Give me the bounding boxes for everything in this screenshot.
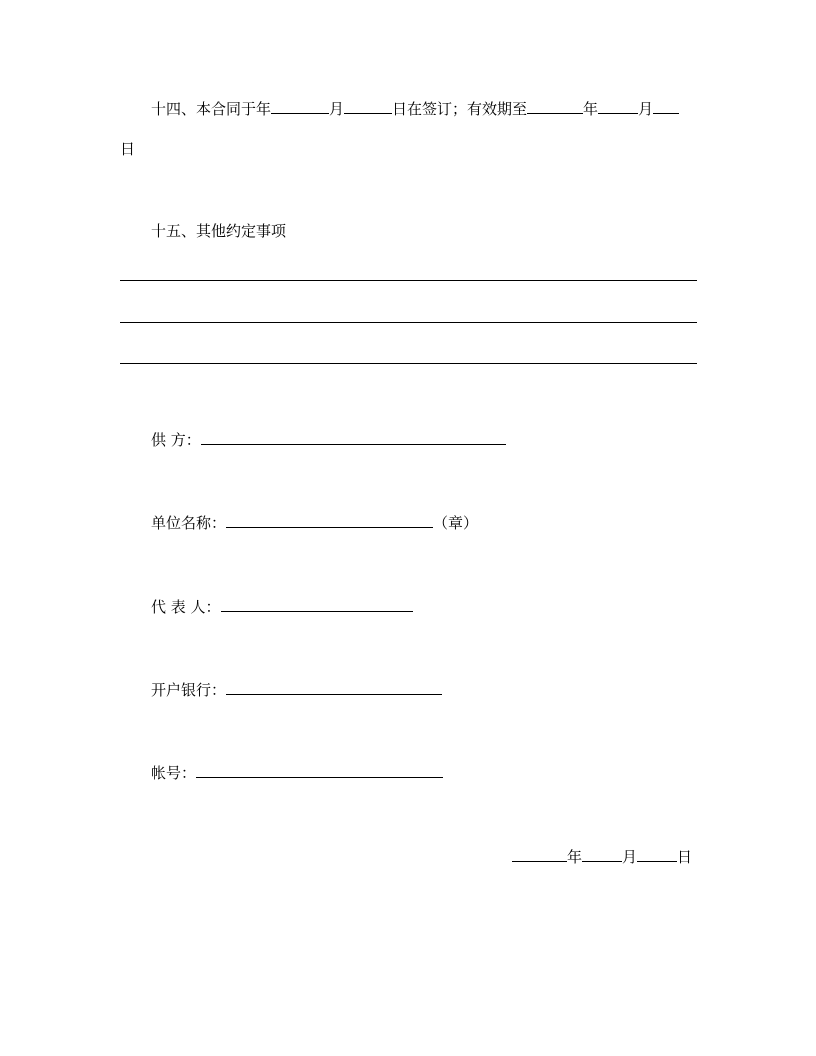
bank-row (151, 678, 442, 700)
date-month-label: 月 (622, 848, 638, 866)
supplier-label: 供 方： (151, 431, 201, 449)
date-month-field[interactable] (582, 845, 622, 862)
other-terms-line-2[interactable] (120, 322, 697, 323)
clause-14-text: 十四、本合同于年 (151, 100, 272, 118)
date-row (512, 845, 692, 867)
clause-14-continuation: 日 (120, 140, 136, 158)
unit-name-label: 单位名称： (151, 514, 227, 532)
clause-14-validity-text: 日在签订；有效期至 (392, 100, 528, 118)
date-year-label: 年 (567, 848, 583, 866)
representative-field[interactable] (221, 595, 413, 612)
supplier-field[interactable] (201, 428, 506, 445)
other-terms-line-3[interactable] (120, 363, 697, 364)
clause-14-month-label: 月 (329, 100, 345, 118)
blank-start-month[interactable] (271, 97, 329, 114)
blank-start-day[interactable] (344, 97, 392, 114)
blank-end-day[interactable] (653, 97, 679, 114)
bank-label: 开户银行： (151, 681, 227, 699)
date-day-field[interactable] (637, 845, 677, 862)
bank-field[interactable] (226, 678, 442, 695)
blank-end-month[interactable] (598, 97, 638, 114)
account-field[interactable] (196, 761, 443, 778)
blank-end-year[interactable] (527, 97, 583, 114)
representative-row (151, 595, 413, 617)
supplier-row (151, 428, 506, 450)
date-day-label: 日 (677, 848, 693, 866)
other-terms-line-1[interactable] (120, 280, 697, 281)
date-year-field[interactable] (512, 845, 567, 862)
representative-label: 代 表 人： (151, 598, 221, 616)
account-label: 帐号： (151, 764, 197, 782)
clause-14-year-label: 年 (583, 100, 599, 118)
unit-name-row (151, 511, 478, 533)
account-row (151, 761, 443, 783)
clause-14-month2-label: 月 (638, 100, 654, 118)
clause-14-line (151, 97, 679, 119)
clause-15-title: 十五、其他约定事项 (151, 222, 287, 240)
seal-label: （章） (433, 514, 479, 532)
unit-name-field[interactable] (226, 511, 433, 528)
